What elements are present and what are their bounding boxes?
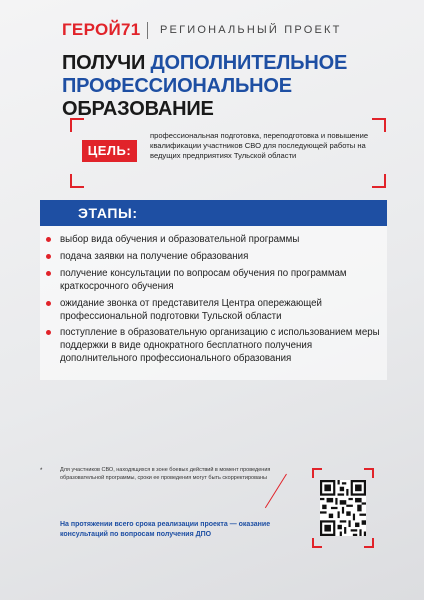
stage-item: [60, 233, 380, 246]
bullet-icon: [46, 301, 51, 306]
header-separator: [147, 22, 148, 39]
frame-corner: [312, 538, 322, 548]
stages-title: ЭТАПЫ:: [78, 205, 138, 221]
stage-item: [60, 267, 380, 293]
frame-corner: [364, 468, 374, 478]
stage-text: подача заявки на получение образования: [60, 251, 249, 262]
brand-logo: ГЕРОЙ71: [62, 20, 141, 39]
title-word-3: ПРОФЕССИОНАЛЬНОЕ: [62, 75, 292, 97]
title-word-1: ПОЛУЧИ: [62, 52, 146, 74]
title-word-4: ОБРАЗОВАНИЕ: [62, 98, 214, 120]
stage-item: [60, 326, 380, 365]
stage-text: получение консультации по вопросам обучения по программам краткосрочного обучения: [60, 268, 347, 292]
frame-corner: [364, 538, 374, 548]
qr-code-icon[interactable]: [320, 480, 366, 536]
title-word-2: ДОПОЛНИТЕЛЬНОЕ: [150, 52, 348, 74]
note-marker: *: [40, 468, 43, 474]
qr-frame: [312, 468, 374, 548]
bullet-icon: [46, 330, 51, 335]
bullet-icon: [46, 254, 51, 259]
bullet-icon: [46, 271, 51, 276]
frame-corner: [70, 118, 84, 132]
footer-text: На протяжении всего срока реализации проекта — оказание консультаций по вопросам получения ДПО: [60, 521, 271, 538]
note-text: Для участников СВО, находящихся в зоне боевых действий в момент проведения образовательной программы, сроки ее проведения могут быть скорректированы: [60, 467, 271, 481]
bullet-icon: [46, 237, 51, 242]
page-title: [62, 52, 424, 121]
header-subtitle: РЕГИОНАЛЬНЫЙ ПРОЕКТ: [160, 24, 342, 36]
stage-text: ожидание звонка от представителя Центра опережающей профессиональной подготовки Тульской области: [60, 298, 322, 322]
goal-text: профессиональная подготовка, переподготовка и повышение квалификации участников СВО для последующей работы на ведущих предприятиях Тульской области: [150, 131, 369, 160]
frame-corner: [70, 174, 84, 188]
frame-corner: [372, 174, 386, 188]
stage-text: выбор вида обучения и образовательной программы: [60, 234, 300, 245]
goal-label: ЦЕЛЬ:: [82, 140, 137, 162]
frame-corner: [312, 468, 322, 478]
stage-item: [60, 297, 380, 323]
stage-text: поступление в образовательную организацию с использованием меры поддержки в виде однократного бесплатного получения дополнительного профессионального образования: [60, 327, 380, 364]
stage-item: [60, 250, 380, 263]
frame-corner: [372, 118, 386, 132]
